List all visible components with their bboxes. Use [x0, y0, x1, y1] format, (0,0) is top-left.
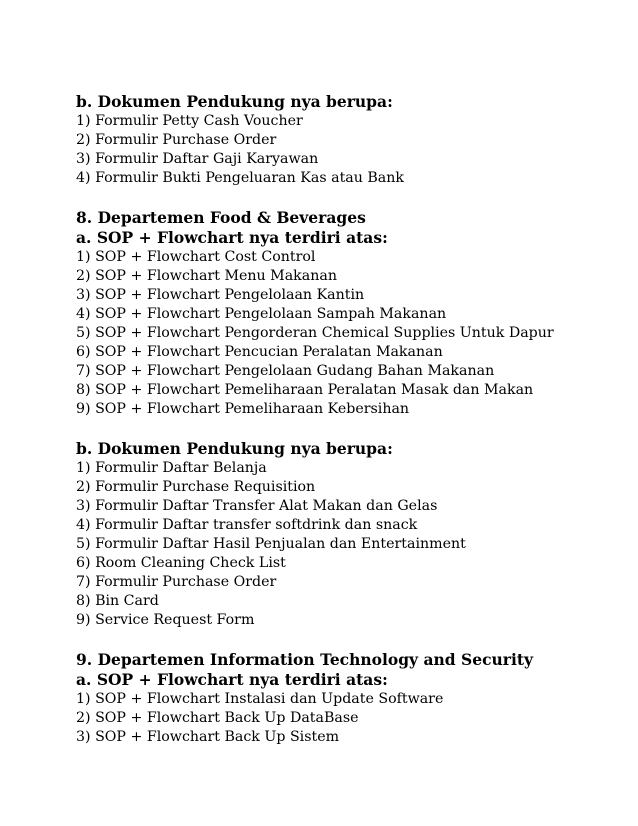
item-list	[76, 459, 616, 630]
item-list	[76, 248, 616, 419]
list-item: 3) SOP + Flowchart Back Up Sistem	[76, 729, 340, 745]
section-heading: a. SOP + Flowchart nya terdiri atas:	[76, 228, 388, 247]
list-item: 6) Room Cleaning Check List	[76, 555, 286, 571]
list-item: 7) SOP + Flowchart Pengelolaan Gudang Bahan Makanan	[76, 363, 495, 379]
document-page	[76, 92, 616, 767]
item-list	[76, 690, 616, 747]
list-item: 8) Bin Card	[76, 593, 159, 609]
list-item: 6) SOP + Flowchart Pencucian Peralatan Makanan	[76, 344, 443, 360]
section-heading: a. SOP + Flowchart nya terdiri atas:	[76, 670, 388, 689]
list-item: 2) SOP + Flowchart Back Up DataBase	[76, 710, 359, 726]
section-finance-supporting-docs	[76, 92, 616, 188]
list-item: 3) Formulir Daftar Transfer Alat Makan dan Gelas	[76, 498, 438, 514]
department-heading: 8. Departemen Food & Beverages	[76, 208, 366, 227]
list-item: 2) SOP + Flowchart Menu Makanan	[76, 268, 337, 284]
list-item: 2) Formulir Purchase Requisition	[76, 479, 316, 495]
list-item: 1) Formulir Daftar Belanja	[76, 460, 267, 476]
section-heading: b. Dokumen Pendukung nya berupa:	[76, 92, 393, 111]
list-item: 8) SOP + Flowchart Pemeliharaan Peralatan Masak dan Makan	[76, 382, 534, 398]
list-item: 4) Formulir Bukti Pengeluaran Kas atau Bank	[76, 170, 405, 186]
item-list	[76, 112, 616, 188]
list-item: 2) Formulir Purchase Order	[76, 132, 277, 148]
department-heading: 9. Departemen Information Technology and Security	[76, 650, 533, 669]
list-item: 4) SOP + Flowchart Pengelolaan Sampah Makanan	[76, 306, 447, 322]
section-it-security-sop	[76, 650, 616, 747]
list-item: 9) SOP + Flowchart Pemeliharaan Kebersihan	[76, 401, 410, 417]
list-item: 1) SOP + Flowchart Cost Control	[76, 249, 316, 265]
list-item: 1) SOP + Flowchart Instalasi dan Update Software	[76, 691, 444, 707]
list-item: 9) Service Request Form	[76, 612, 255, 628]
section-food-beverages-sop	[76, 208, 616, 419]
section-food-beverages-supporting-docs	[76, 439, 616, 630]
section-heading: b. Dokumen Pendukung nya berupa:	[76, 439, 393, 458]
list-item: 4) Formulir Daftar transfer softdrink dan snack	[76, 517, 418, 533]
list-item: 7) Formulir Purchase Order	[76, 574, 277, 590]
list-item: 5) SOP + Flowchart Pengorderan Chemical Supplies Untuk Dapur	[76, 325, 554, 341]
list-item: 3) SOP + Flowchart Pengelolaan Kantin	[76, 287, 365, 303]
list-item: 5) Formulir Daftar Hasil Penjualan dan Entertainment	[76, 536, 466, 552]
list-item: 1) Formulir Petty Cash Voucher	[76, 113, 303, 129]
list-item: 3) Formulir Daftar Gaji Karyawan	[76, 151, 319, 167]
